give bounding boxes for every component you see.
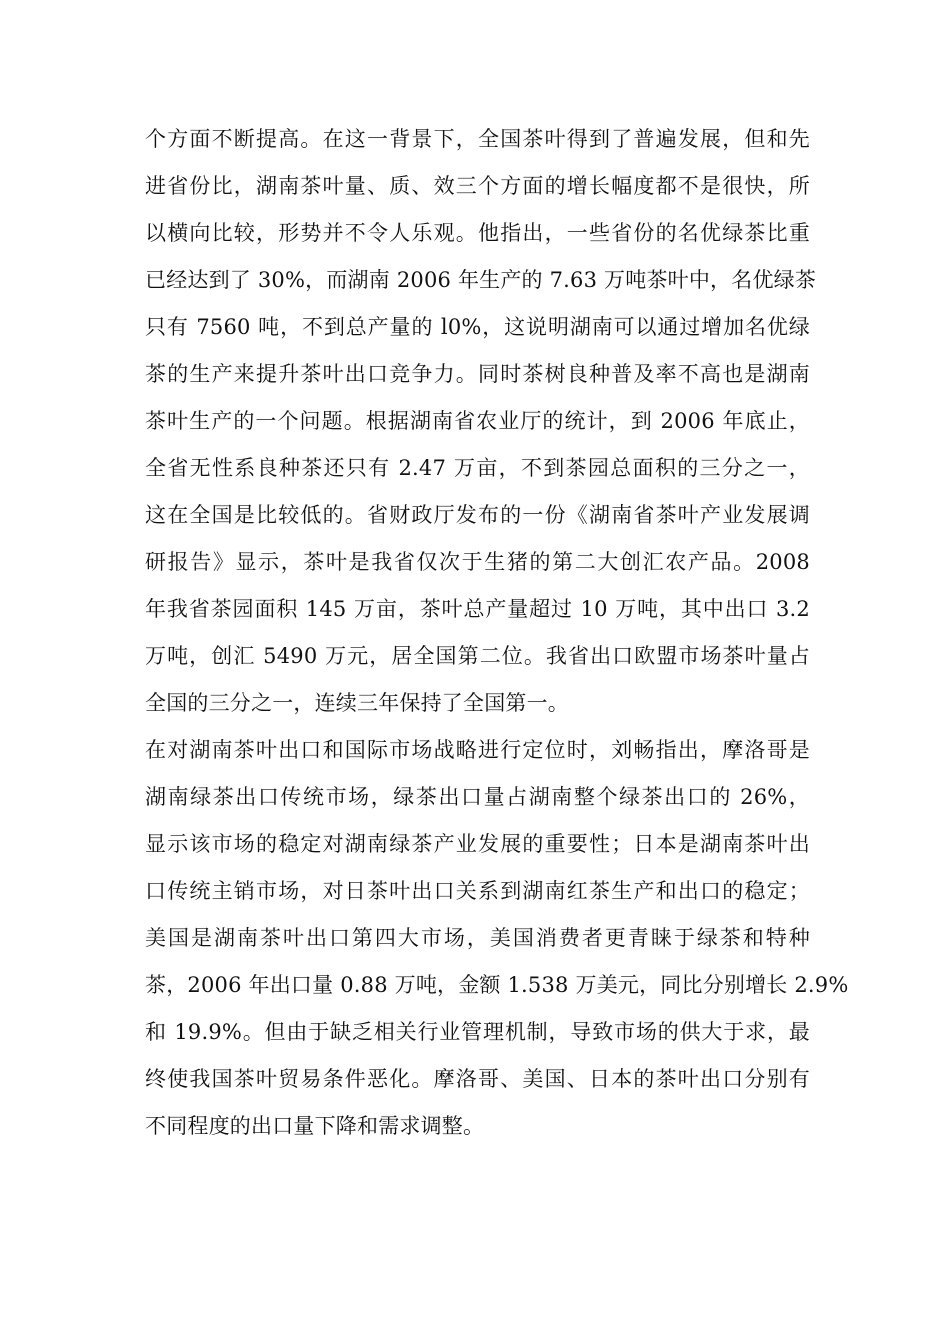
text-line-14: 在对湖南茶叶出口和国际市场战略进行定位时，刘畅指出，摩洛哥是 xyxy=(145,738,810,762)
text-line-15: 湖南绿茶出口传统市场，绿茶出口量占湖南整个绿茶出口的 26%， xyxy=(145,785,810,809)
text-line-6: 茶的生产来提升茶叶出口竞争力。同时茶树良种普及率不高也是湖南 xyxy=(145,362,810,386)
text-line-1: 个方面不断提高。在这一背景下，全国茶叶得到了普遍发展，但和先 xyxy=(145,127,810,151)
text-line-10: 研报告》显示，茶叶是我省仅次于生猪的第二大创汇农产品。2008 xyxy=(145,550,810,574)
text-line-3: 以横向比较，形势并不令人乐观。他指出，一些省份的名优绿茶比重 xyxy=(145,221,810,245)
text-line-12: 万吨，创汇 5490 万元，居全国第二位。我省出口欧盟市场茶叶量占 xyxy=(145,644,810,668)
text-line-22: 不同程度的出口量下降和需求调整。 xyxy=(145,1114,485,1138)
text-line-2: 进省份比，湖南茶叶量、质、效三个方面的增长幅度都不是很快，所 xyxy=(145,174,810,198)
text-line-13: 全国的三分之一，连续三年保持了全国第一。 xyxy=(145,691,569,715)
text-line-4: 已经达到了 30%，而湖南 2006 年生产的 7.63 万吨茶叶中，名优绿茶 xyxy=(145,268,817,292)
text-line-11: 年我省茶园面积 145 万亩，茶叶总产量超过 10 万吨，其中出口 3.2 xyxy=(145,597,810,621)
text-line-19: 茶，2006 年出口量 0.88 万吨，金额 1.538 万美元，同比分别增长 2.9% xyxy=(145,973,849,997)
text-line-18: 美国是湖南茶叶出口第四大市场，美国消费者更青睐于绿茶和特种 xyxy=(145,926,810,950)
text-line-8: 全省无性系良种茶还只有 2.47 万亩，不到茶园总面积的三分之一， xyxy=(145,456,810,480)
text-line-20: 和 19.9%。但由于缺乏相关行业管理机制，导致市场的供大于求，最 xyxy=(145,1020,810,1044)
text-line-7: 茶叶生产的一个问题。根据湖南省农业厅的统计，到 2006 年底止， xyxy=(145,409,810,433)
text-line-16: 显示该市场的稳定对湖南绿茶产业发展的重要性；日本是湖南茶叶出 xyxy=(145,832,810,856)
body-text xyxy=(145,116,849,1150)
text-line-21: 终使我国茶叶贸易条件恶化。摩洛哥、美国、日本的茶叶出口分别有 xyxy=(145,1067,810,1091)
text-line-17: 口传统主销市场，对日茶叶出口关系到湖南红茶生产和出口的稳定； xyxy=(145,879,810,903)
text-line-9: 这在全国是比较低的。省财政厅发布的一份《湖南省茶叶产业发展调 xyxy=(145,503,810,527)
text-line-5: 只有 7560 吨，不到总产量的 l0%，这说明湖南可以通过增加名优绿 xyxy=(145,315,810,339)
